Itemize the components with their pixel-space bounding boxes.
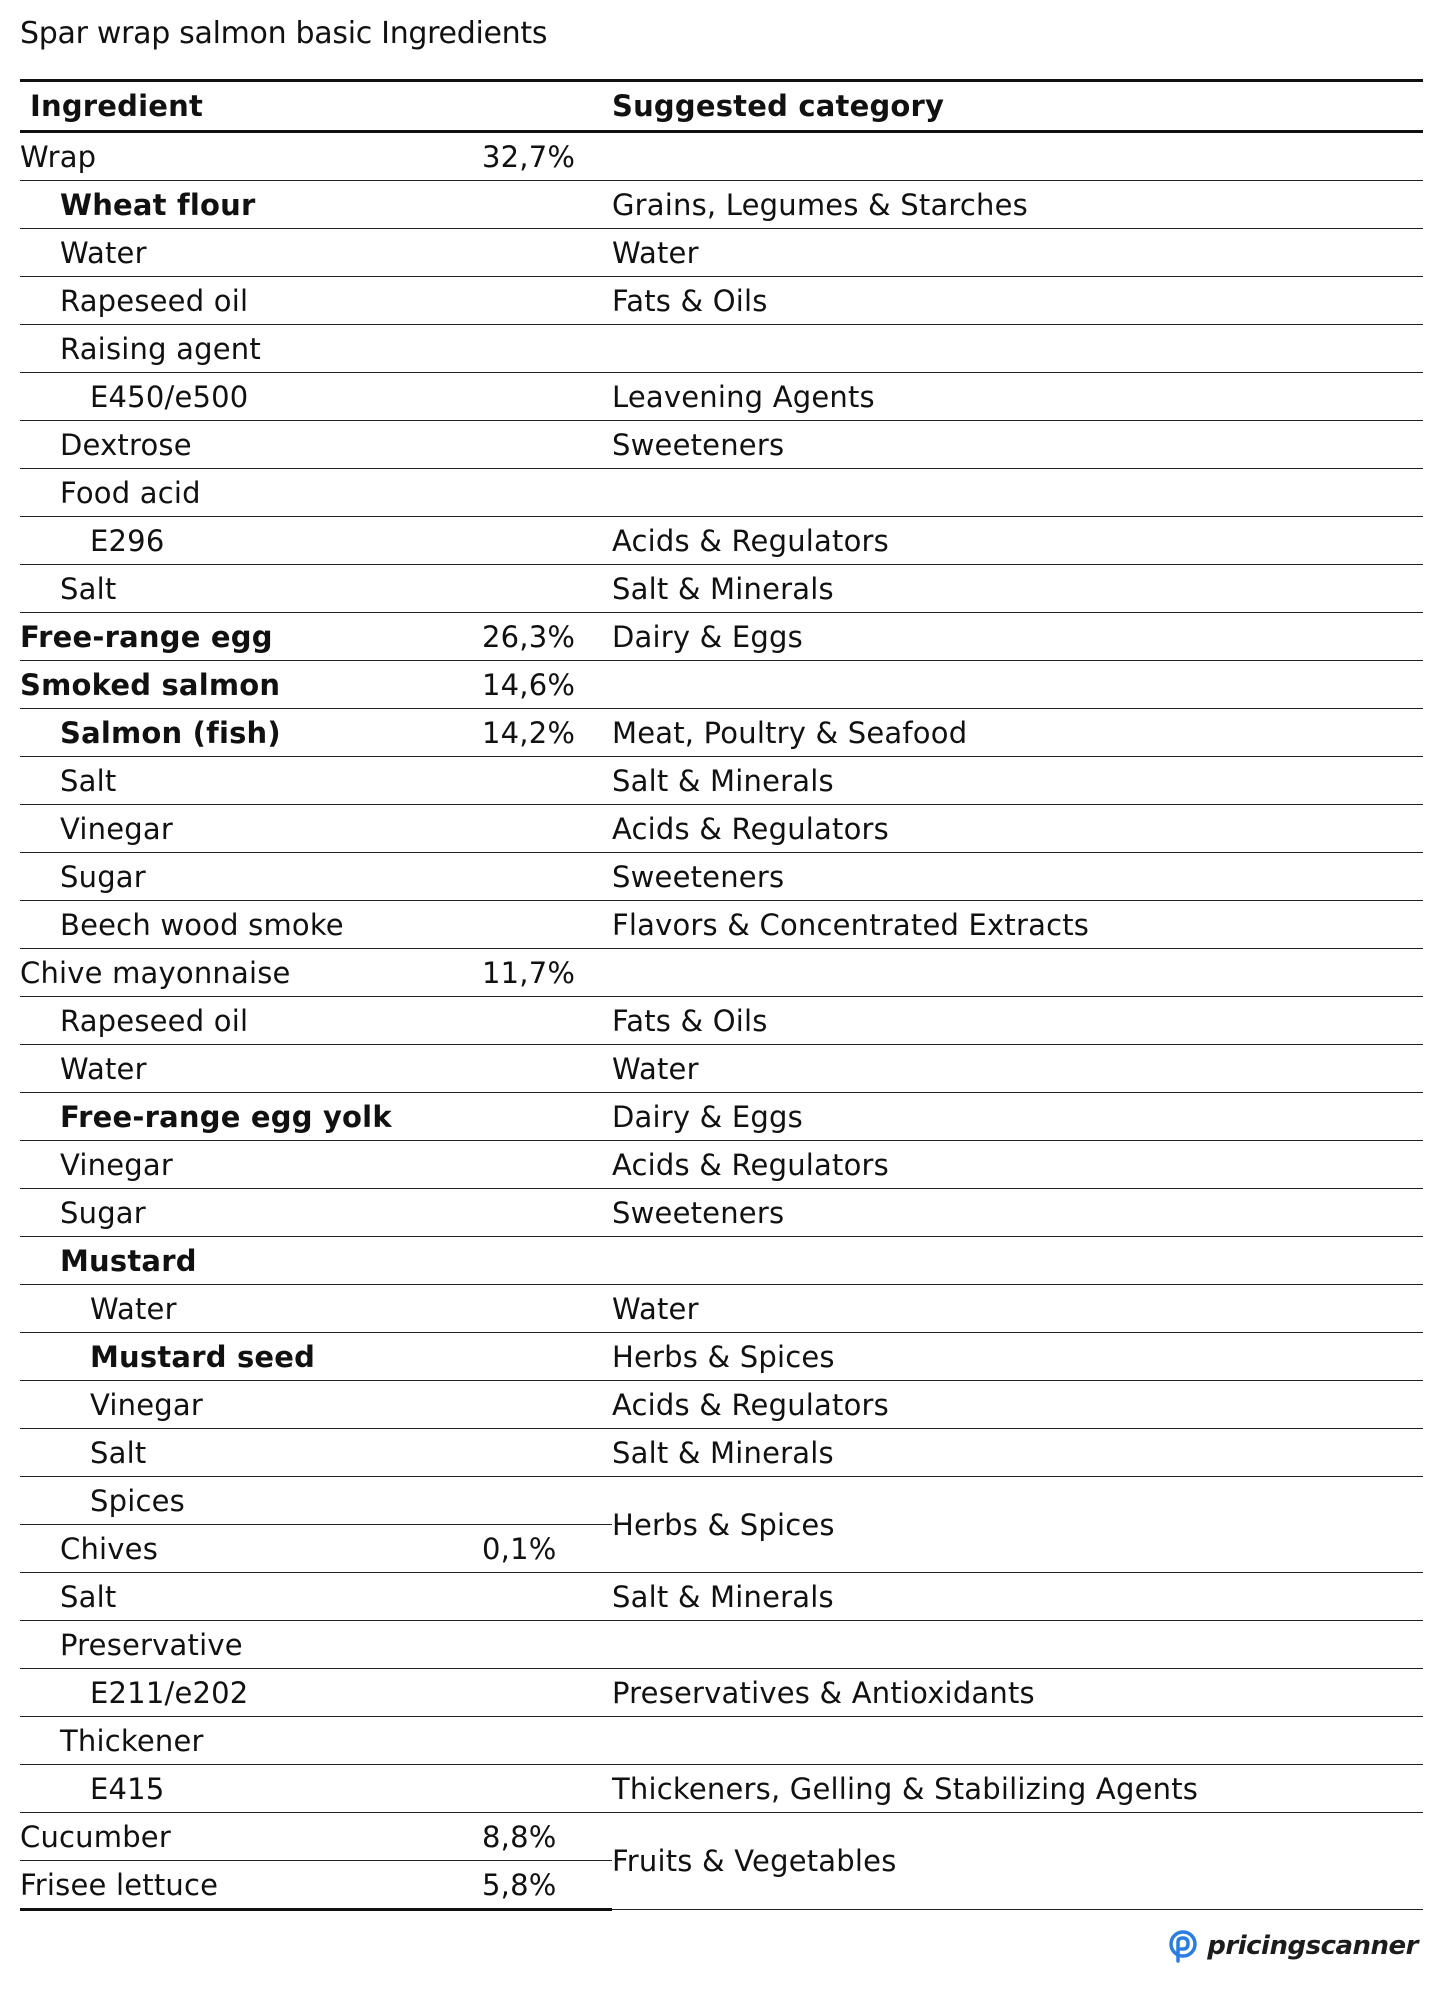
table-row (20, 949, 1423, 997)
table-row (20, 1813, 1423, 1861)
ingredient-category: Acids & Regulators (612, 1141, 1423, 1189)
ingredient-category: Grains, Legumes & Starches (612, 181, 1423, 229)
ingredient-name: Water (20, 229, 482, 277)
table-row (20, 373, 1423, 421)
ingredient-name: Water (20, 1045, 482, 1093)
table-row (20, 1045, 1423, 1093)
ingredient-name: Salmon (fish) (20, 709, 482, 757)
ingredient-percent (482, 1573, 612, 1621)
table-row (20, 469, 1423, 517)
table-row (20, 901, 1423, 949)
ingredient-percent: 32,7% (482, 132, 612, 181)
table-row (20, 1717, 1423, 1765)
ingredient-category (612, 1717, 1423, 1765)
brand-logo-text: pricingscanner (1207, 1931, 1418, 1961)
ingredient-name: E450/e500 (20, 373, 482, 421)
ingredient-category: Water (612, 1285, 1423, 1333)
ingredient-name: Thickener (20, 1717, 482, 1765)
table-body (20, 132, 1423, 1910)
ingredient-category: Herbs & Spices (612, 1477, 1423, 1573)
ingredient-percent (482, 373, 612, 421)
ingredient-percent (482, 1285, 612, 1333)
ingredient-name: Salt (20, 1429, 482, 1477)
ingredient-name: Water (20, 1285, 482, 1333)
ingredient-name: Mustard (20, 1237, 482, 1285)
ingredient-percent (482, 1045, 612, 1093)
ingredient-name: Chives (20, 1525, 482, 1573)
ingredient-percent (482, 229, 612, 277)
table-row (20, 805, 1423, 853)
table-row (20, 1285, 1423, 1333)
table-row (20, 757, 1423, 805)
ingredient-category: Dairy & Eggs (612, 613, 1423, 661)
ingredient-percent (482, 517, 612, 565)
ingredient-category: Fats & Oils (612, 277, 1423, 325)
ingredient-percent (482, 1621, 612, 1669)
ingredient-percent (482, 1477, 612, 1525)
ingredient-percent (482, 421, 612, 469)
table-row (20, 1765, 1423, 1813)
ingredient-category: Acids & Regulators (612, 517, 1423, 565)
table-row (20, 181, 1423, 229)
ingredient-name: Sugar (20, 1189, 482, 1237)
ingredient-name: Sugar (20, 853, 482, 901)
table-row (20, 1621, 1423, 1669)
ingredients-table (20, 79, 1423, 1911)
ingredient-name: Frisee lettuce (20, 1861, 482, 1910)
ingredient-percent: 11,7% (482, 949, 612, 997)
table-row (20, 1189, 1423, 1237)
ingredient-percent (482, 1141, 612, 1189)
ingredient-category: Preservatives & Antioxidants (612, 1669, 1423, 1717)
ingredient-name: Salt (20, 1573, 482, 1621)
table-row (20, 277, 1423, 325)
ingredient-name: Spices (20, 1477, 482, 1525)
ingredient-name: Smoked salmon (20, 661, 482, 709)
ingredient-percent (482, 181, 612, 229)
table-row (20, 421, 1423, 469)
ingredient-percent (482, 565, 612, 613)
ingredient-category: Dairy & Eggs (612, 1093, 1423, 1141)
ingredient-percent (482, 1189, 612, 1237)
ingredient-category (612, 949, 1423, 997)
ingredient-percent (482, 1093, 612, 1141)
ingredient-name: Free-range egg yolk (20, 1093, 482, 1141)
ingredient-percent (482, 1333, 612, 1381)
table-row (20, 1573, 1423, 1621)
page-title: Spar wrap salmon basic Ingredients (20, 16, 548, 51)
ingredient-percent: 14,6% (482, 661, 612, 709)
table-row (20, 661, 1423, 709)
table-row (20, 565, 1423, 613)
table-row (20, 997, 1423, 1045)
table-row (20, 1381, 1423, 1429)
ingredient-name: Vinegar (20, 1381, 482, 1429)
column-header-category: Suggested category (612, 81, 1423, 132)
ingredient-category: Herbs & Spices (612, 1333, 1423, 1381)
ingredient-percent (482, 997, 612, 1045)
ingredient-name: Beech wood smoke (20, 901, 482, 949)
ingredient-category: Leavening Agents (612, 373, 1423, 421)
ingredient-name: E415 (20, 1765, 482, 1813)
ingredient-name: Vinegar (20, 1141, 482, 1189)
ingredient-percent: 26,3% (482, 613, 612, 661)
ingredient-name: Salt (20, 565, 482, 613)
table-header (20, 81, 1423, 132)
ingredient-category: Salt & Minerals (612, 1573, 1423, 1621)
ingredient-name: Dextrose (20, 421, 482, 469)
ingredient-name: Chive mayonnaise (20, 949, 482, 997)
table-row (20, 132, 1423, 181)
ingredient-percent (482, 901, 612, 949)
ingredient-name: Cucumber (20, 1813, 482, 1861)
ingredient-percent (482, 277, 612, 325)
ingredient-percent (482, 1669, 612, 1717)
ingredient-name: Mustard seed (20, 1333, 482, 1381)
ingredient-name: Raising agent (20, 325, 482, 373)
table-row (20, 229, 1423, 277)
ingredient-category: Fruits & Vegetables (612, 1813, 1423, 1910)
ingredient-category (612, 325, 1423, 373)
ingredient-category: Thickeners, Gelling & Stabilizing Agents (612, 1765, 1423, 1813)
ingredient-name: Preservative (20, 1621, 482, 1669)
ingredient-percent: 14,2% (482, 709, 612, 757)
table-row (20, 1333, 1423, 1381)
ingredient-category: Water (612, 229, 1423, 277)
table-row (20, 1669, 1423, 1717)
pricingscanner-logo-icon (1165, 1928, 1201, 1964)
ingredient-name: E211/e202 (20, 1669, 482, 1717)
ingredient-category (612, 1621, 1423, 1669)
ingredient-category: Water (612, 1045, 1423, 1093)
ingredient-category (612, 661, 1423, 709)
ingredient-category: Sweeteners (612, 421, 1423, 469)
ingredient-category: Salt & Minerals (612, 757, 1423, 805)
ingredient-percent (482, 1765, 612, 1813)
ingredient-percent (482, 1381, 612, 1429)
table-row (20, 613, 1423, 661)
table-row (20, 709, 1423, 757)
ingredient-category: Meat, Poultry & Seafood (612, 709, 1423, 757)
ingredient-category: Sweeteners (612, 1189, 1423, 1237)
ingredient-percent (482, 1717, 612, 1765)
brand-logo (1165, 1928, 1418, 1964)
ingredient-percent (482, 805, 612, 853)
table-row (20, 1093, 1423, 1141)
table-row (20, 1237, 1423, 1285)
table-row (20, 1477, 1423, 1525)
column-header-percent (482, 81, 612, 132)
ingredient-name: Wheat flour (20, 181, 482, 229)
ingredient-category: Salt & Minerals (612, 565, 1423, 613)
ingredient-category: Flavors & Concentrated Extracts (612, 901, 1423, 949)
ingredient-percent: 0,1% (482, 1525, 612, 1573)
ingredient-name: E296 (20, 517, 482, 565)
ingredient-category: Salt & Minerals (612, 1429, 1423, 1477)
ingredient-category (612, 469, 1423, 517)
ingredient-percent (482, 325, 612, 373)
ingredient-category (612, 132, 1423, 181)
ingredient-percent (482, 1237, 612, 1285)
ingredient-category: Fats & Oils (612, 997, 1423, 1045)
ingredient-name: Free-range egg (20, 613, 482, 661)
ingredient-percent (482, 757, 612, 805)
ingredient-category: Acids & Regulators (612, 805, 1423, 853)
ingredient-percent: 5,8% (482, 1861, 612, 1910)
ingredient-percent (482, 853, 612, 901)
ingredient-name: Rapeseed oil (20, 277, 482, 325)
ingredient-category: Sweeteners (612, 853, 1423, 901)
ingredient-percent (482, 469, 612, 517)
table-row (20, 325, 1423, 373)
ingredient-percent: 8,8% (482, 1813, 612, 1861)
ingredient-name: Vinegar (20, 805, 482, 853)
ingredient-name: Wrap (20, 132, 482, 181)
column-header-ingredient: Ingredient (20, 81, 482, 132)
table-row (20, 1141, 1423, 1189)
ingredient-percent (482, 1429, 612, 1477)
table-row (20, 853, 1423, 901)
ingredient-category (612, 1237, 1423, 1285)
ingredient-category: Acids & Regulators (612, 1381, 1423, 1429)
table-row (20, 517, 1423, 565)
ingredient-name: Food acid (20, 469, 482, 517)
ingredient-name: Salt (20, 757, 482, 805)
table-row (20, 1429, 1423, 1477)
ingredient-name: Rapeseed oil (20, 997, 482, 1045)
